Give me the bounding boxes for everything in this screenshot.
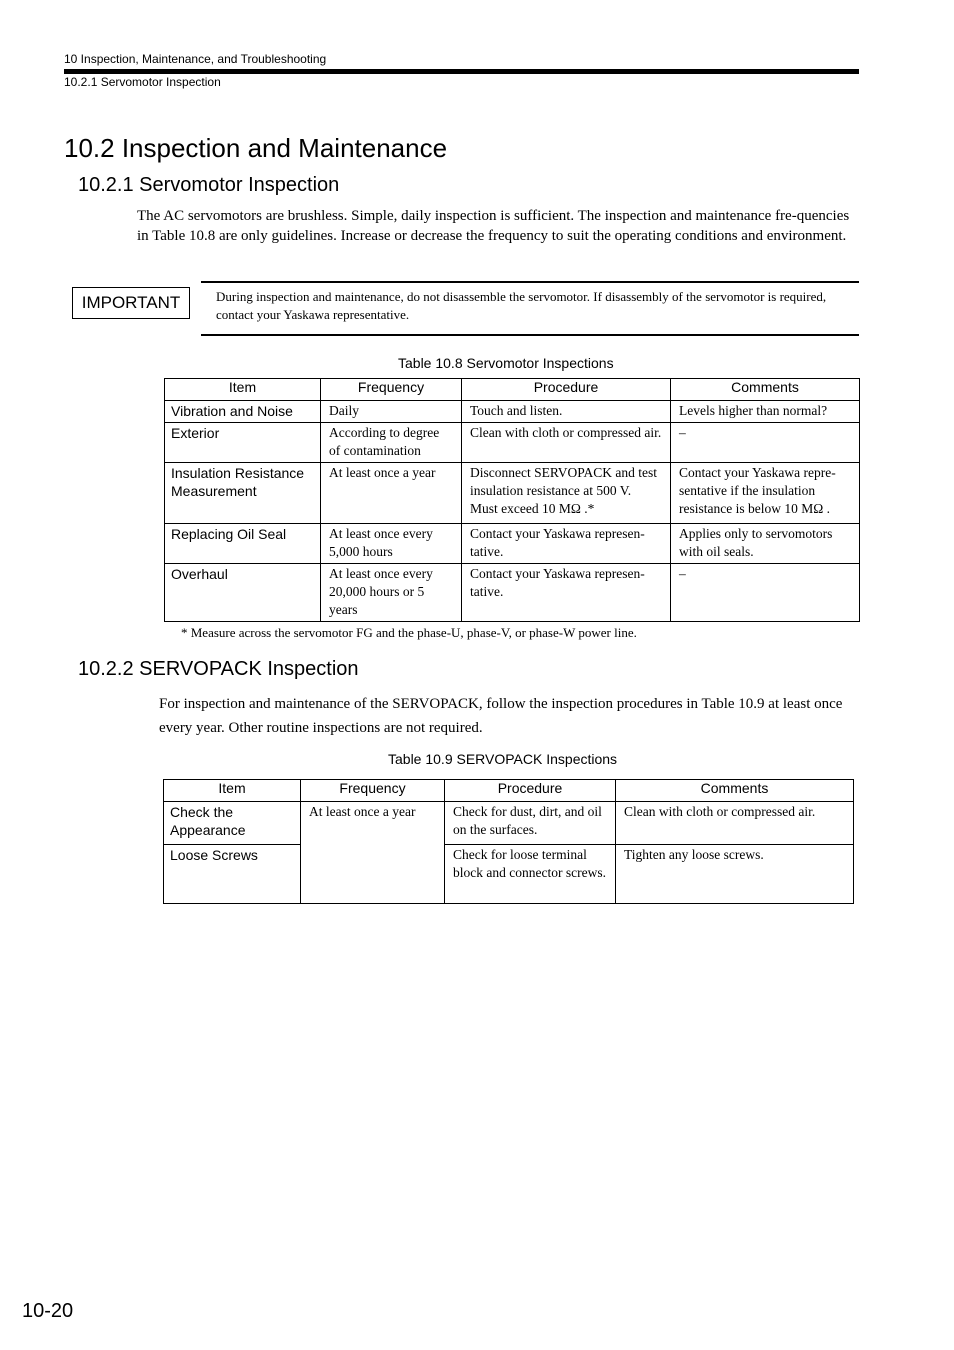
table-cell: – xyxy=(671,423,860,463)
table-cell: Contact your Yaskawa repre-sentative if the insulation resistance is below 10 MΩ . xyxy=(671,463,860,524)
table-row xyxy=(165,401,860,423)
table-row xyxy=(164,845,854,904)
important-top-rule xyxy=(201,281,859,283)
servopack-paragraph: For inspection and maintenance of the SERVOPACK, follow the inspection procedures in Table 10.9 at least once every year. Other routine inspections are not required. xyxy=(159,696,843,736)
table-caption: Table 10.8 Servomotor Inspections xyxy=(398,355,614,371)
table-row xyxy=(165,463,860,524)
section-heading-servopack: 10.2.2 SERVOPACK Inspection xyxy=(78,658,359,680)
table-cell: Overhaul xyxy=(165,564,321,622)
table-cell: – xyxy=(671,564,860,622)
column-header: Comments xyxy=(671,379,860,401)
column-header: Comments xyxy=(616,780,854,802)
table-row xyxy=(165,564,860,622)
table-cell: At least once a year xyxy=(301,802,445,904)
table-cell: Check for loose terminal block and connector screws. xyxy=(445,845,616,904)
section-heading-servomotor: 10.2.1 Servomotor Inspection xyxy=(78,174,340,196)
servomotor-paragraph: The AC servomotors are brushless. Simple, daily inspection is sufficient. The inspection and maintenance fre-quencies in Table 10.8 are only guidelines. Increase or decrease the frequency to suit the operating conditions and environment. xyxy=(137,208,850,244)
table-cell: Contact your Yaskawa represen-tative. xyxy=(462,564,671,622)
table-footnote: * Measure across the servomotor FG and the phase-U, phase-V, or phase-W power line. xyxy=(181,625,637,640)
table-row xyxy=(165,423,860,463)
table-cell: Disconnect SERVOPACK and test insulation resistance at 500 V. Must exceed 10 MΩ .* xyxy=(462,463,671,524)
table-cell: Replacing Oil Seal xyxy=(165,524,321,564)
column-header: Procedure xyxy=(462,379,671,401)
column-header: Frequency xyxy=(321,379,462,401)
servomotor-inspections-table xyxy=(164,378,860,622)
table-cell: Daily xyxy=(321,401,462,423)
table-cell: Insulation Resistance Measurement xyxy=(165,463,321,524)
column-header: Item xyxy=(164,780,301,802)
table-cell: According to degree of contamination xyxy=(321,423,462,463)
table-cell: Clean with cloth or compressed air. xyxy=(462,423,671,463)
table-caption: Table 10.9 SERVOPACK Inspections xyxy=(388,751,618,767)
running-header-section: 10.2.1 Servomotor Inspection xyxy=(64,75,221,89)
table-cell: At least once every 20,000 hours or 5 years xyxy=(321,564,462,622)
table-cell: Levels higher than normal? xyxy=(671,401,860,423)
table-cell: Applies only to servomotors with oil seals. xyxy=(671,524,860,564)
important-text: During inspection and maintenance, do not disassemble the servomotor. If disassembly of the servomotor is required, contact your Yaskawa representative. xyxy=(216,289,827,322)
table-cell: Tighten any loose screws. xyxy=(616,845,854,904)
page-number: 10-20 xyxy=(22,1300,74,1322)
servopack-inspections-table xyxy=(163,779,854,904)
table-cell: Touch and listen. xyxy=(462,401,671,423)
column-header: Frequency xyxy=(301,780,445,802)
running-header-chapter: 10 Inspection, Maintenance, and Troubleshooting xyxy=(64,52,327,66)
table-cell: Clean with cloth or compressed air. xyxy=(616,802,854,845)
table-cell: Check the Appearance xyxy=(164,802,301,845)
table-cell: Loose Screws xyxy=(164,845,301,904)
table-cell: Contact your Yaskawa represen-tative. xyxy=(462,524,671,564)
table-cell: Check for dust, dirt, and oil on the surfaces. xyxy=(445,802,616,845)
table-cell: At least once every 5,000 hours xyxy=(321,524,462,564)
header-rule xyxy=(64,69,859,74)
column-header: Item xyxy=(165,379,321,401)
table-header-row xyxy=(165,379,860,401)
table-header-row xyxy=(164,780,854,802)
table-cell: Vibration and Noise xyxy=(165,401,321,423)
column-header: Procedure xyxy=(445,780,616,802)
page-title: 10.2 Inspection and Maintenance xyxy=(64,133,448,163)
important-label: IMPORTANT xyxy=(72,287,190,319)
table-cell: Exterior xyxy=(165,423,321,463)
table-cell: At least once a year xyxy=(321,463,462,524)
table-row xyxy=(164,802,854,845)
important-bottom-rule xyxy=(201,334,859,336)
table-row xyxy=(165,524,860,564)
